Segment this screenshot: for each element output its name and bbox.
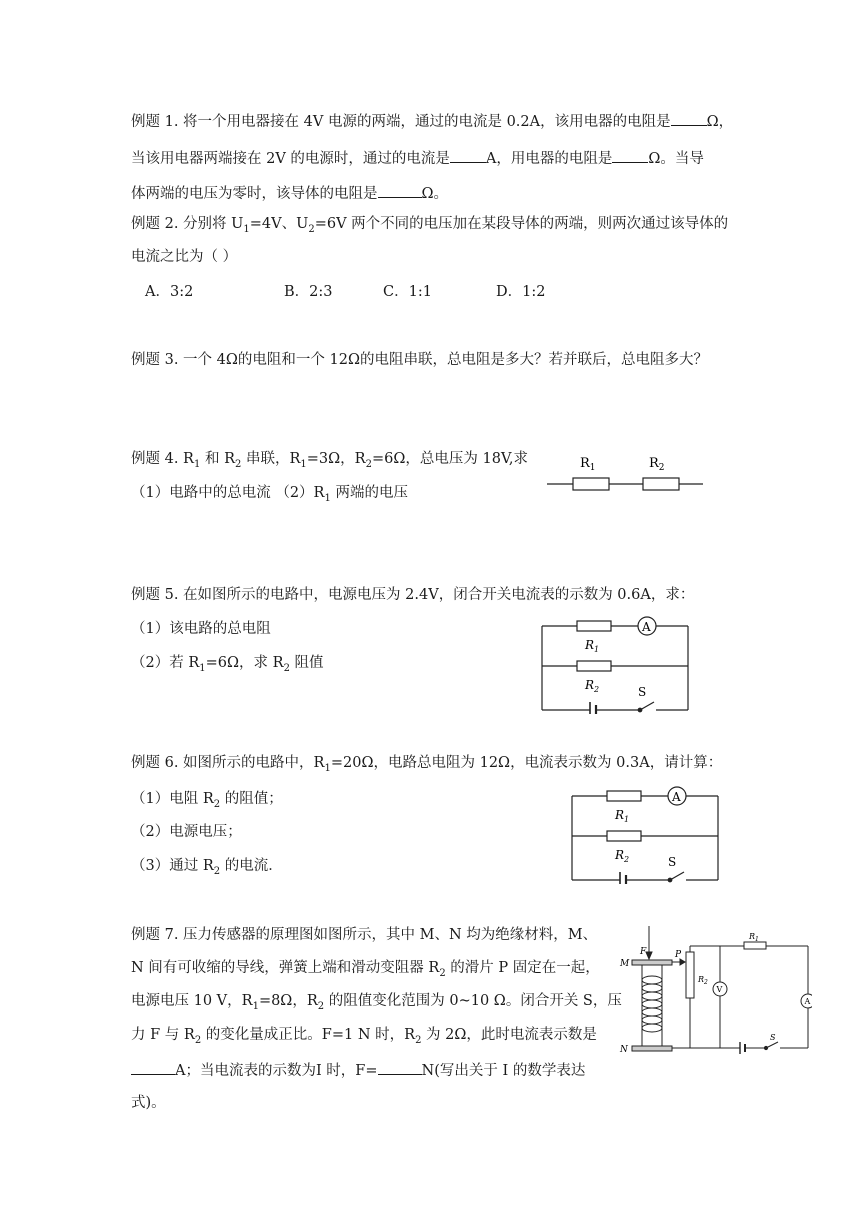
q4-text-a: 例题 4. R bbox=[131, 451, 194, 467]
q6-text-d: 的阻值； bbox=[220, 791, 283, 807]
q7-text-e: 的阻值变化范围为 0~10 Ω。闭合开关 S，压 bbox=[324, 993, 622, 1009]
force-label: F bbox=[640, 947, 647, 957]
q7-text-a: N 间有可收缩的导线，弹簧上端和滑动变阻器 R bbox=[131, 960, 440, 976]
q1-blank-1[interactable] bbox=[671, 110, 707, 126]
q5-line1: 例题 5. 在如图所示的电路中，电源电压为 2.4V，闭合开关电流表的示数为 0.6A，求： bbox=[131, 587, 695, 603]
q6-text-e: （3）通过 R bbox=[131, 858, 214, 874]
q6-line2 bbox=[131, 789, 283, 815]
plate-n-label: N bbox=[620, 1045, 628, 1055]
q1-line1 bbox=[131, 110, 733, 132]
q7-sub-1: 2 bbox=[439, 967, 446, 979]
voltmeter-label: V bbox=[716, 985, 723, 994]
r2-label: $R_2$ bbox=[585, 678, 600, 694]
ammeter-label: A bbox=[804, 997, 811, 1006]
q7-sub-5: 2 bbox=[415, 1034, 422, 1046]
q2-sub-1: 1 bbox=[243, 223, 250, 235]
q5-line3 bbox=[131, 653, 324, 679]
q4-text-g: 两端的电压 bbox=[330, 485, 408, 501]
q2-option-b[interactable]: B．2:3 bbox=[284, 284, 333, 300]
q4-sub-1: 1 bbox=[193, 458, 201, 470]
q7-line3 bbox=[131, 991, 622, 1017]
q1-unit-4: Ω。 bbox=[421, 186, 449, 202]
r1-label: $R_1$ bbox=[615, 808, 630, 824]
slider-label: P bbox=[675, 950, 682, 960]
q7-line2 bbox=[131, 958, 600, 984]
r1-label: $R_1$ bbox=[580, 456, 596, 473]
q6-text-c: （1）电阻 R bbox=[131, 791, 214, 807]
q4-line2 bbox=[131, 483, 408, 509]
q1-blank-2[interactable] bbox=[450, 147, 486, 163]
plate-m-label: M bbox=[620, 959, 630, 969]
q7-sub-4: 2 bbox=[194, 1034, 202, 1046]
q7-text-c: 电源电压 10 V，R bbox=[131, 993, 253, 1009]
q6-line3: （2）电源电压； bbox=[131, 824, 242, 840]
q2-option-a[interactable]: A．3:2 bbox=[145, 284, 194, 300]
q4-text-d: =3Ω，R bbox=[306, 451, 366, 467]
q5-text-c: 阻值 bbox=[289, 655, 324, 671]
q7-line1: 例题 7. 压力传感器的原理图如图所示，其中 M、N 均为绝缘材料，M、 bbox=[131, 927, 598, 943]
q6-sub-3: 2 bbox=[213, 865, 221, 877]
q7-text-b: 的滑片 P 固定在一起， bbox=[445, 960, 600, 976]
q5-parallel-circuit-diagram bbox=[540, 614, 692, 714]
q4-text-b: 和 R bbox=[200, 451, 235, 467]
q1-line3 bbox=[131, 182, 448, 204]
q7-line4 bbox=[131, 1025, 597, 1051]
q2-line2: 电流之比为（ ） bbox=[131, 249, 238, 265]
q7-text-h: 为 2Ω，此时电流表示数是 bbox=[421, 1027, 597, 1043]
q1-blank-3[interactable] bbox=[612, 147, 648, 163]
q7-text-g: 的变化量成正比。F=1 N 时，R bbox=[201, 1027, 416, 1043]
r1-label: $R_1$ bbox=[749, 932, 759, 943]
q6-sub-1: 1 bbox=[324, 762, 331, 774]
q7-sub-3: 2 bbox=[317, 1000, 325, 1012]
q5-text-a: （2）若 R bbox=[131, 655, 200, 671]
q4-sub-5: 1 bbox=[324, 492, 331, 504]
q2-text-c: =6V 两个不同的电压加在某段导体的两端，则两次通过该导体的 bbox=[314, 216, 729, 232]
q2-text-b: =4V、U bbox=[249, 216, 309, 232]
q5-text-b: =6Ω，求 R bbox=[205, 655, 284, 671]
q7-pressure-sensor-diagram bbox=[612, 924, 812, 1058]
q6-text-f: 的电流． bbox=[220, 858, 283, 874]
q2-sub-2: 2 bbox=[308, 223, 315, 235]
q5-sub-1: 1 bbox=[199, 662, 206, 674]
q5-line2: （1）该电路的总电阻 bbox=[131, 621, 271, 637]
q1-text-2: 当该用电器两端接在 2V 的电源时，通过的电流是 bbox=[131, 151, 450, 167]
q2-line1 bbox=[131, 214, 728, 240]
q6-parallel-circuit-diagram bbox=[570, 784, 722, 884]
q1-line2 bbox=[131, 147, 704, 169]
r2-label: $R_2$ bbox=[615, 848, 630, 864]
q2-option-c[interactable]: C．1:1 bbox=[383, 284, 432, 300]
r2-label: $R_2$ bbox=[698, 975, 708, 986]
q7-line6: 式)。 bbox=[131, 1095, 166, 1111]
q4-sub-3: 1 bbox=[300, 458, 307, 470]
q7-blank-1[interactable] bbox=[131, 1059, 175, 1075]
q6-text-a: 例题 6. 如图所示的电路中，R bbox=[131, 755, 325, 771]
q4-sub-4: 2 bbox=[365, 458, 372, 470]
q4-sub-2: 2 bbox=[235, 458, 242, 470]
ammeter-label: A bbox=[672, 790, 681, 804]
q7-text-j: N(写出关于 I 的数学表达 bbox=[421, 1063, 586, 1079]
q4-line1 bbox=[131, 449, 528, 475]
q5-sub-2: 2 bbox=[283, 662, 290, 674]
q1-text-5: 体两端的电压为零时，该导体的电阻是 bbox=[131, 186, 378, 202]
resistor-r1 bbox=[573, 478, 609, 490]
q1-unit-1: Ω， bbox=[706, 114, 734, 130]
q2-option-d[interactable]: D．1:2 bbox=[496, 284, 546, 300]
q2-text-a: 例题 2. 分别将 U bbox=[131, 216, 244, 232]
q7-sub-2: 1 bbox=[252, 1000, 259, 1012]
q7-line5 bbox=[131, 1059, 585, 1081]
q7-text-f: 力 F 与 R bbox=[131, 1027, 195, 1043]
q4-text-f: （1）电路中的总电流 （2）R bbox=[131, 485, 325, 501]
q1-blank-4[interactable] bbox=[378, 182, 422, 198]
q1-text: 例题 1. 将一个用电器接在 4V 电源的两端，通过的电流是 0.2A，该用电器的电阻是 bbox=[131, 114, 671, 130]
q4-series-circuit-diagram bbox=[545, 450, 710, 500]
q7-text-i: A；当电流表的示数为I 时，F= bbox=[175, 1063, 378, 1079]
q3-line1: 例题 3. 一个 4Ω的电阻和一个 12Ω的电阻串联，总电阻是多大？若并联后，总电阻多大？ bbox=[131, 352, 708, 368]
switch-label: S bbox=[770, 1033, 776, 1042]
q1-text-4: Ω。当导 bbox=[648, 151, 704, 167]
q6-text-b: =20Ω，电路总电阻为 12Ω，电流表示数为 0.3A，请计算： bbox=[330, 755, 723, 771]
q4-text-c: 串联，R bbox=[241, 451, 301, 467]
resistor-r2 bbox=[643, 478, 679, 490]
switch-label: S bbox=[668, 855, 677, 869]
q7-text-d: =8Ω，R bbox=[258, 993, 318, 1009]
switch-label: S bbox=[638, 685, 647, 699]
ammeter-label: A bbox=[642, 620, 651, 634]
r2-label: $R_2$ bbox=[649, 456, 665, 473]
q6-line1 bbox=[131, 753, 722, 779]
q7-blank-2[interactable] bbox=[378, 1059, 422, 1075]
q6-line4 bbox=[131, 856, 283, 882]
q4-text-e: =6Ω，总电压为 18V,求 bbox=[371, 451, 528, 467]
r1-label: $R_1$ bbox=[585, 638, 600, 654]
q1-text-3: A，用电器的电阻是 bbox=[485, 151, 613, 167]
q6-sub-2: 2 bbox=[213, 798, 221, 810]
